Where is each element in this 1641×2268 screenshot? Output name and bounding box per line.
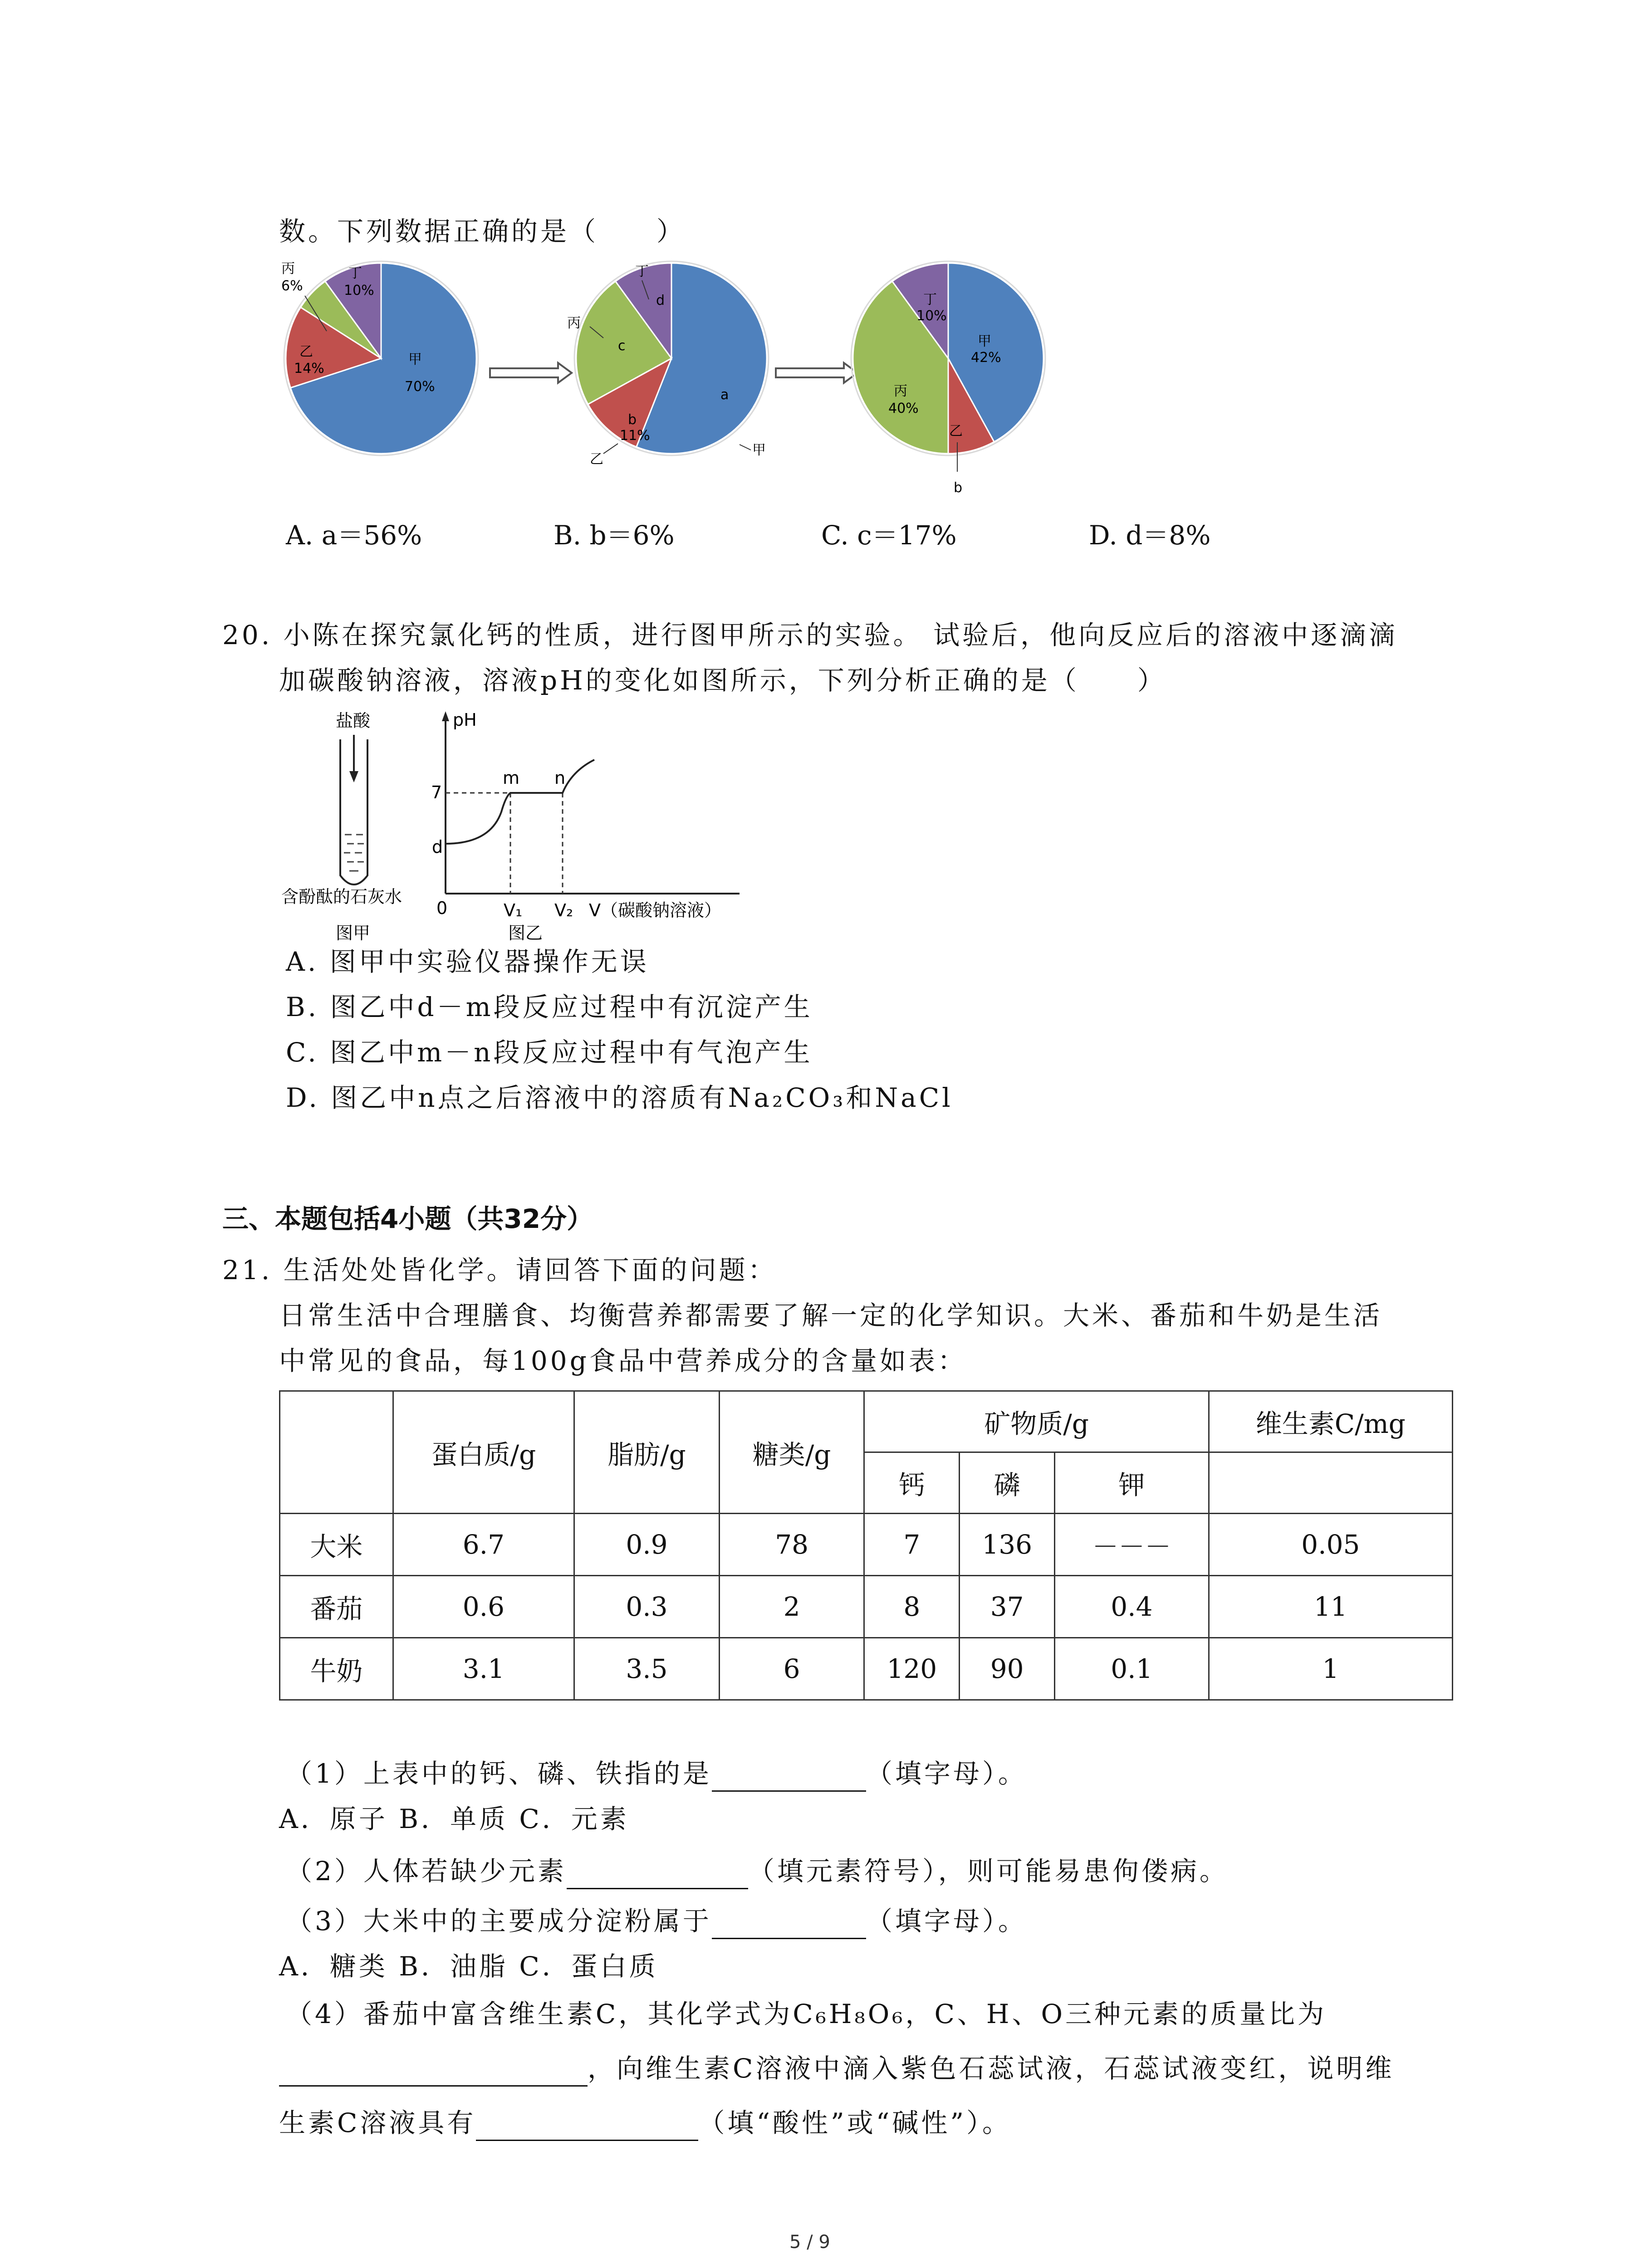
q21-sub4-line2: [279, 2050, 1394, 2087]
cell-k: －－－: [1055, 1514, 1209, 1576]
tube-label: 含酚酞的石灰水: [281, 887, 402, 907]
tick-7: 7: [431, 782, 442, 802]
header-vitc-empty: [1209, 1452, 1452, 1514]
q20-option-a: A. 图甲中实验仪器操作无误: [286, 946, 649, 977]
point-m-label: m: [503, 768, 520, 788]
pie3-pct-bing: 40%: [888, 401, 919, 416]
pie3-label-jia: 甲: [978, 333, 991, 349]
pie3-label-yi: 乙: [949, 423, 963, 439]
q21-sub1-text-b: （填字母）。: [866, 1758, 1027, 1789]
q21-sub3-options: A．糖类 B．油脂 C．蛋白质: [279, 1951, 658, 1982]
pie1-pct-ding: 10%: [344, 283, 374, 298]
q21-sub3: [286, 1903, 1027, 1939]
cell-ca: 7: [864, 1514, 960, 1576]
arrow-2-icon: [776, 363, 857, 383]
pie3-val-yi: b: [954, 480, 963, 496]
q20-option-c: C. 图乙中m－n段反应过程中有气泡产生: [286, 1037, 813, 1068]
q20-fig-yi: [422, 708, 740, 953]
pie1-label-yi: 乙: [299, 344, 313, 360]
header-fat: 脂肪/g: [574, 1391, 720, 1514]
tick-v1: V₁: [504, 900, 523, 920]
table-row: [280, 1638, 1453, 1700]
q21-line3: 中常见的食品，每100g食品中营养成分的含量如表：: [279, 1345, 967, 1376]
origin-label: 0: [436, 898, 448, 918]
q19-option-b: B. b＝6%: [554, 520, 675, 551]
q21-line2: 日常生活中合理膳食、均衡营养都需要了解一定的化学知识。大米、番茄和牛奶是生活: [279, 1300, 1383, 1331]
pie2-val-jia: a: [720, 387, 729, 403]
pie3-pct-jia: 42%: [971, 350, 1001, 366]
q21-sub3-text-b: （填字母）。: [866, 1906, 1027, 1936]
x-axis-label: V（碳酸钠溶液）: [589, 900, 721, 920]
pie3-label-ding: 丁: [923, 292, 937, 308]
page-number: 5 / 9: [789, 2232, 830, 2253]
cell-sugar: 2: [719, 1576, 864, 1638]
cell-fat: 0.9: [574, 1514, 720, 1576]
answer-blank-1[interactable]: [712, 1763, 866, 1792]
cell-protein: 6.7: [393, 1514, 574, 1576]
q21-sub4-line3-text-b: （填“酸性”或“碱性”）。: [698, 2107, 1011, 2138]
pie-chart-3: [851, 261, 1045, 455]
cell-vitc: 0.05: [1209, 1514, 1452, 1576]
pie1-pct-yi: 14%: [294, 361, 324, 376]
pie2-label-ding: 丁: [635, 264, 649, 279]
answer-blank-2[interactable]: [567, 1861, 748, 1889]
cell-protein: 3.1: [393, 1638, 574, 1700]
header-ca: 钙: [864, 1452, 960, 1514]
cell-name: 大米: [280, 1514, 393, 1576]
pie2-label-bing: 丙: [567, 315, 581, 331]
pie-chart-1: [284, 261, 478, 455]
q19-stem-tail: 数。下列数据正确的是（ ）: [279, 216, 686, 247]
q19-pie-figure: [277, 254, 1075, 517]
cell-ca: 8: [864, 1576, 960, 1638]
q21-sub1-text-a: （1）上表中的钙、磷、铁指的是: [286, 1758, 712, 1789]
cell-name: 番茄: [280, 1576, 393, 1638]
pie2-val-ding: d: [656, 293, 665, 308]
q20-stem-line2: 加碳酸钠溶液，溶液pH的变化如图所示，下列分析正确的是（ ）: [279, 665, 1166, 696]
answer-blank-3[interactable]: [712, 1911, 866, 1939]
header-k: 钾: [1055, 1452, 1209, 1514]
arrow-1-icon: [490, 363, 572, 383]
point-n-label: n: [554, 768, 566, 788]
table-row: [280, 1576, 1453, 1638]
cell-name: 牛奶: [280, 1638, 393, 1700]
q19-option-c: C. c＝17%: [821, 520, 957, 551]
header-p: 磷: [960, 1452, 1055, 1514]
reagent-label: 盐酸: [336, 711, 371, 731]
q21-sub1: [286, 1755, 1027, 1792]
answer-blank-4[interactable]: [279, 2058, 588, 2087]
pie1-label-ding: 丁: [348, 265, 362, 281]
cell-vitc: 1: [1209, 1638, 1452, 1700]
cell-fat: 0.3: [574, 1576, 720, 1638]
pie2-label-yi: 乙: [590, 451, 603, 467]
pie2-val-yi: b: [628, 412, 637, 428]
table-row: [280, 1514, 1453, 1576]
q21-sub2-text-a: （2）人体若缺少元素: [286, 1856, 567, 1887]
pie1-pct-jia: 70%: [405, 379, 435, 395]
ph-curve: [446, 760, 594, 844]
q21-line1: 21. 生活处处皆化学。请回答下面的问题：: [222, 1255, 777, 1286]
cell-k: 0.1: [1055, 1638, 1209, 1700]
y-axis-label: pH: [453, 710, 477, 730]
answer-blank-5[interactable]: [476, 2112, 698, 2141]
pie2-pct-yi: 11%: [620, 428, 650, 444]
q21-sub4-line1: （4）番茄中富含维生素C，其化学式为C₆H₈O₆，C、H、O三种元素的质量比为: [286, 1999, 1327, 2029]
q21-sub2: [286, 1853, 1229, 1889]
q21-sub4-line3: [279, 2105, 1011, 2141]
header-mineral: 矿物质/g: [864, 1391, 1209, 1452]
q21-sub1-options: A．原子 B．单质 C．元素: [279, 1804, 629, 1834]
q20-option-b: B. 图乙中d－m段反应过程中有沉淀产生: [286, 992, 813, 1022]
pie1-label-jia: 甲: [408, 352, 422, 367]
q19-option-a: A. a＝56%: [286, 520, 422, 551]
table-corner: [280, 1391, 393, 1514]
header-protein: 蛋白质/g: [393, 1391, 574, 1514]
header-sugar: 糖类/g: [719, 1391, 864, 1514]
tick-d: d: [432, 837, 443, 857]
cell-fat: 3.5: [574, 1638, 720, 1700]
pie-chart-2: [574, 261, 769, 455]
cell-p: 90: [960, 1638, 1055, 1700]
nutrition-table: [279, 1390, 1453, 1701]
q21-sub3-text-a: （3）大米中的主要成分淀粉属于: [286, 1906, 712, 1936]
cell-sugar: 6: [719, 1638, 864, 1700]
pie2-label-jia: 甲: [752, 442, 766, 458]
q20-stem-line1: 20. 小陈在探究氯化钙的性质，进行图甲所示的实验。 试验后，他向反应后的溶液中逐滴滴: [222, 620, 1398, 650]
cell-sugar: 78: [719, 1514, 864, 1576]
q21-sub4-line3-text-a: 生素C溶液具有: [279, 2107, 476, 2138]
cell-protein: 0.6: [393, 1576, 574, 1638]
q20-option-d: D. 图乙中n点之后溶液中的溶质有Na₂CO₃和NaCl: [286, 1082, 953, 1113]
pie2-val-bing: c: [618, 338, 626, 354]
fig-jia-caption: 图甲: [336, 923, 371, 943]
section-3-title: 三、本题包括4小题（共32分）: [222, 1203, 593, 1234]
pie1-pct-bing: 6%: [281, 278, 303, 294]
cell-vitc: 11: [1209, 1576, 1452, 1638]
q21-sub4-line2-text: ，向维生素C溶液中滴入紫色石蕊试液，石蕊试液变红，说明维: [588, 2053, 1395, 2084]
pie3-label-bing: 丙: [894, 383, 907, 399]
q19-option-d: D. d＝8%: [1089, 520, 1211, 551]
pie1-label-bing: 丙: [281, 261, 295, 277]
tick-v2: V₂: [554, 900, 573, 920]
cell-ca: 120: [864, 1638, 960, 1700]
cell-k: 0.4: [1055, 1576, 1209, 1638]
pie3-pct-ding: 10%: [916, 308, 947, 324]
q21-sub2-text-b: （填元素符号），则可能易患佝偻病。: [748, 1856, 1229, 1887]
cell-p: 37: [960, 1576, 1055, 1638]
fig-yi-caption: 图乙: [508, 923, 543, 943]
header-vitc: 维生素C/mg: [1209, 1391, 1452, 1452]
q20-fig-jia: [277, 708, 431, 953]
cell-p: 136: [960, 1514, 1055, 1576]
